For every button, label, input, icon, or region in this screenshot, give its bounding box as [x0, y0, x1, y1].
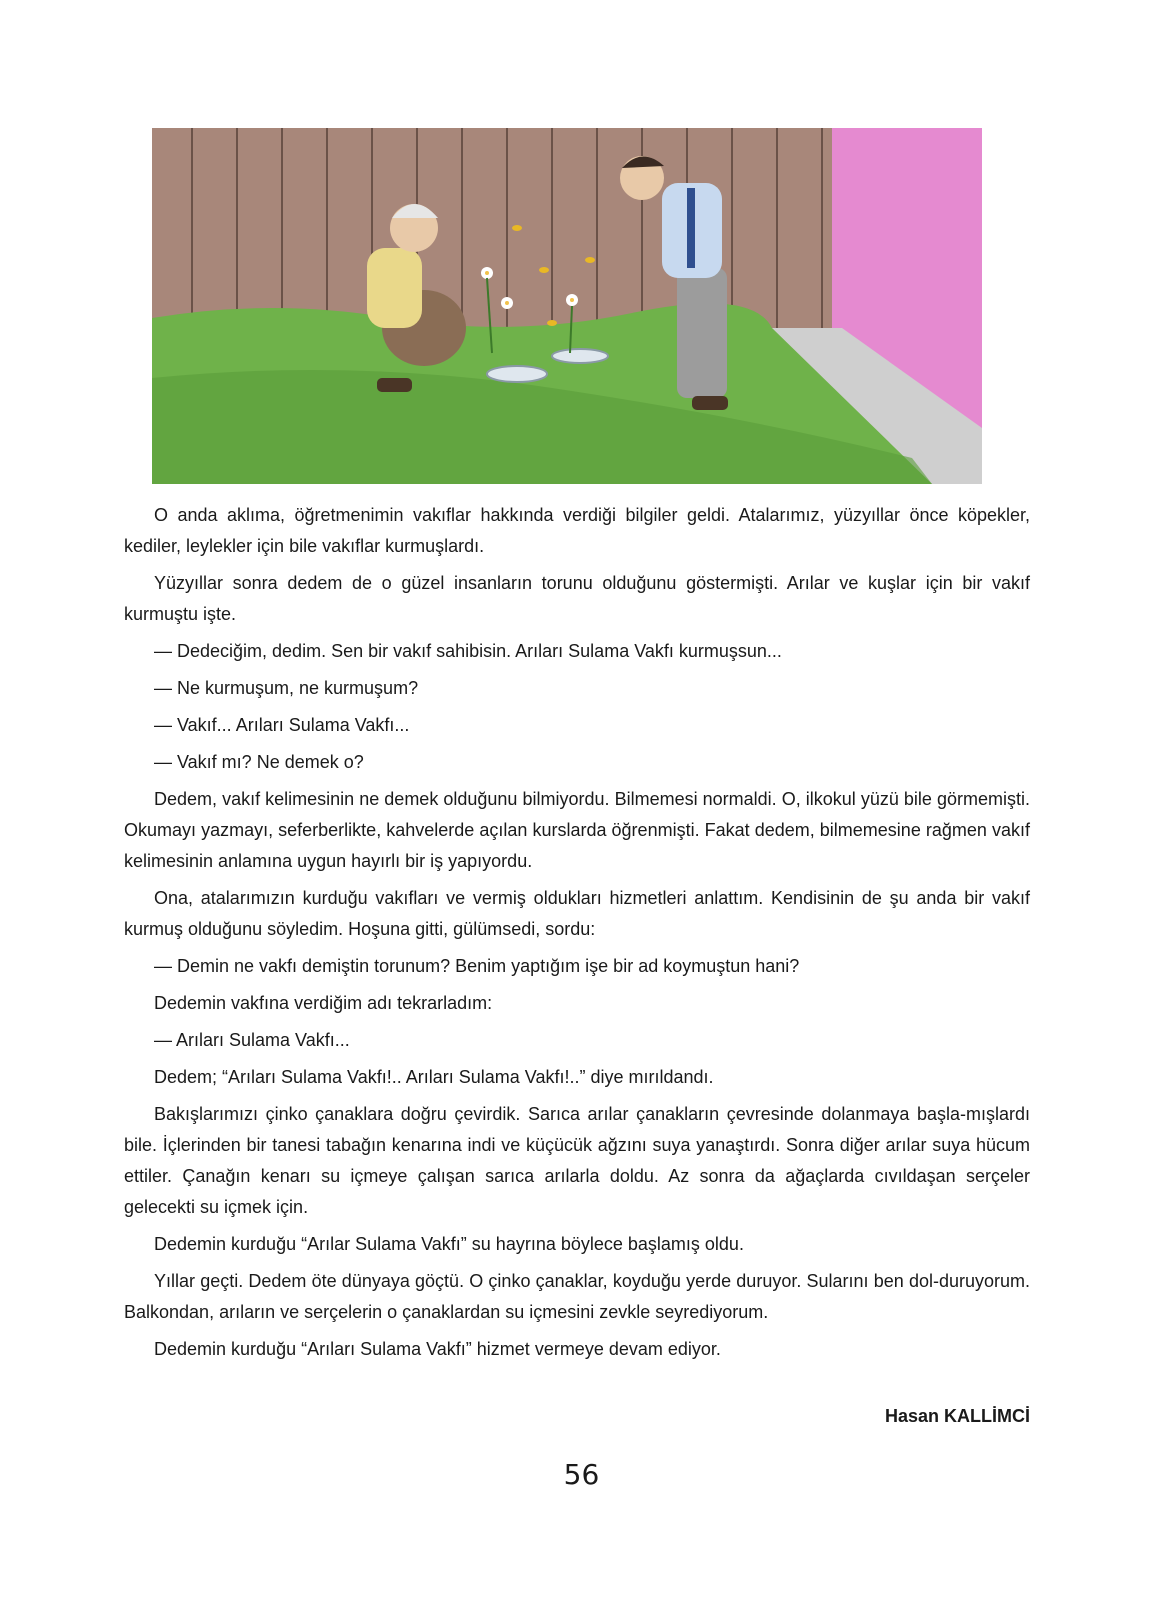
- story-text: [124, 500, 1030, 1371]
- story-paragraph: Yüzyıllar sonra dedem de o güzel insanların torunu olduğunu göstermişti. Arılar ve kuşlar için bir vakıf kurmuştu işte.: [124, 573, 1030, 624]
- story-paragraph: — Demin ne vakfı demiştin torunum? Benim yaptığım işe bir ad koymuştun hani?: [154, 956, 800, 976]
- story-paragraph: — Vakıf mı? Ne demek o?: [154, 752, 364, 772]
- story-paragraph: — Arıları Sulama Vakfı...: [154, 1030, 350, 1050]
- story-paragraph: — Ne kurmuşum, ne kurmuşum?: [154, 678, 419, 698]
- story-paragraph: — Vakıf... Arıları Sulama Vakfı...: [154, 715, 410, 735]
- garden-scene-icon: [152, 128, 982, 484]
- story-paragraph: Yıllar geçti. Dedem öte dünyaya göçtü. O çinko çanaklar, koyduğu yerde duruyor. Sularını ben dol-duruyorum. Balkondan, arıların ve serçelerin o çanaklardan su içmesini zevkle seyrediyorum.: [124, 1271, 1030, 1322]
- story-illustration: [152, 128, 982, 484]
- story-paragraph: Dedemin kurduğu “Arılar Sulama Vakfı” su hayrına böylece başlamış oldu.: [154, 1234, 744, 1254]
- story-paragraph: Dedemin vakfına verdiğim adı tekrarladım:: [154, 993, 493, 1013]
- story-paragraph: Dedem, vakıf kelimesinin ne demek olduğunu bilmiyordu. Bilmemesi normaldi. O, ilkokul yüzü bile görmemişti. Okumayı yazmayı, seferberlikte, kahvelerde açılan kurslarda öğrenmişti. Fakat dedem, bilmemesine rağmen vakıf kelimesinin anlamına uygun hayırlı bir iş yapıyordu.: [124, 789, 1030, 871]
- page-number: 56: [563, 1458, 600, 1491]
- story-paragraph: O anda aklıma, öğretmenimin vakıflar hakkında verdiği bilgiler geldi. Atalarımız, yüzyıllar önce köpekler, kediler, leylekler için bile vakıflar kurmuşlardı.: [124, 505, 1030, 556]
- water-bowl-icon: [487, 366, 547, 382]
- story-paragraph: — Dedeciğim, dedim. Sen bir vakıf sahibisin. Arıları Sulama Vakfı kurmuşsun...: [154, 641, 782, 661]
- story-paragraph: Dedemin kurduğu “Arıları Sulama Vakfı” hizmet vermeye devam ediyor.: [154, 1339, 721, 1359]
- story-paragraph: Dedem; “Arıları Sulama Vakfı!.. Arıları Sulama Vakfı!..” diye mırıldandı.: [154, 1067, 714, 1087]
- story-paragraph: Ona, atalarımızın kurduğu vakıfları ve vermiş oldukları hizmetleri anlattım. Kendisinin de şu anda bir vakıf kurmuş olduğunu söyledim. Hoşuna gitti, gülümsedi, sordu:: [124, 888, 1030, 939]
- author-name: Hasan KALLİMCİ: [884, 1406, 1030, 1426]
- story-paragraph: Bakışlarımızı çinko çanaklara doğru çevirdik. Sarıca arılar çanakların çevresinde dolanmaya başla-mışlardı bile. İçlerinden bir tanesi tabağın kenarına indi ve küçücük ağzını suya yanaştırdı. Sonra diğer arılar suya hücum ettiler. Çanağın kenarı su içmeye çalışan sarıca arılarla doldu. Az sonra da ağaçlarda cıvıldaşan serçeler gelecekti su içmek için.: [124, 1104, 1030, 1217]
- water-bowl-icon: [552, 349, 608, 363]
